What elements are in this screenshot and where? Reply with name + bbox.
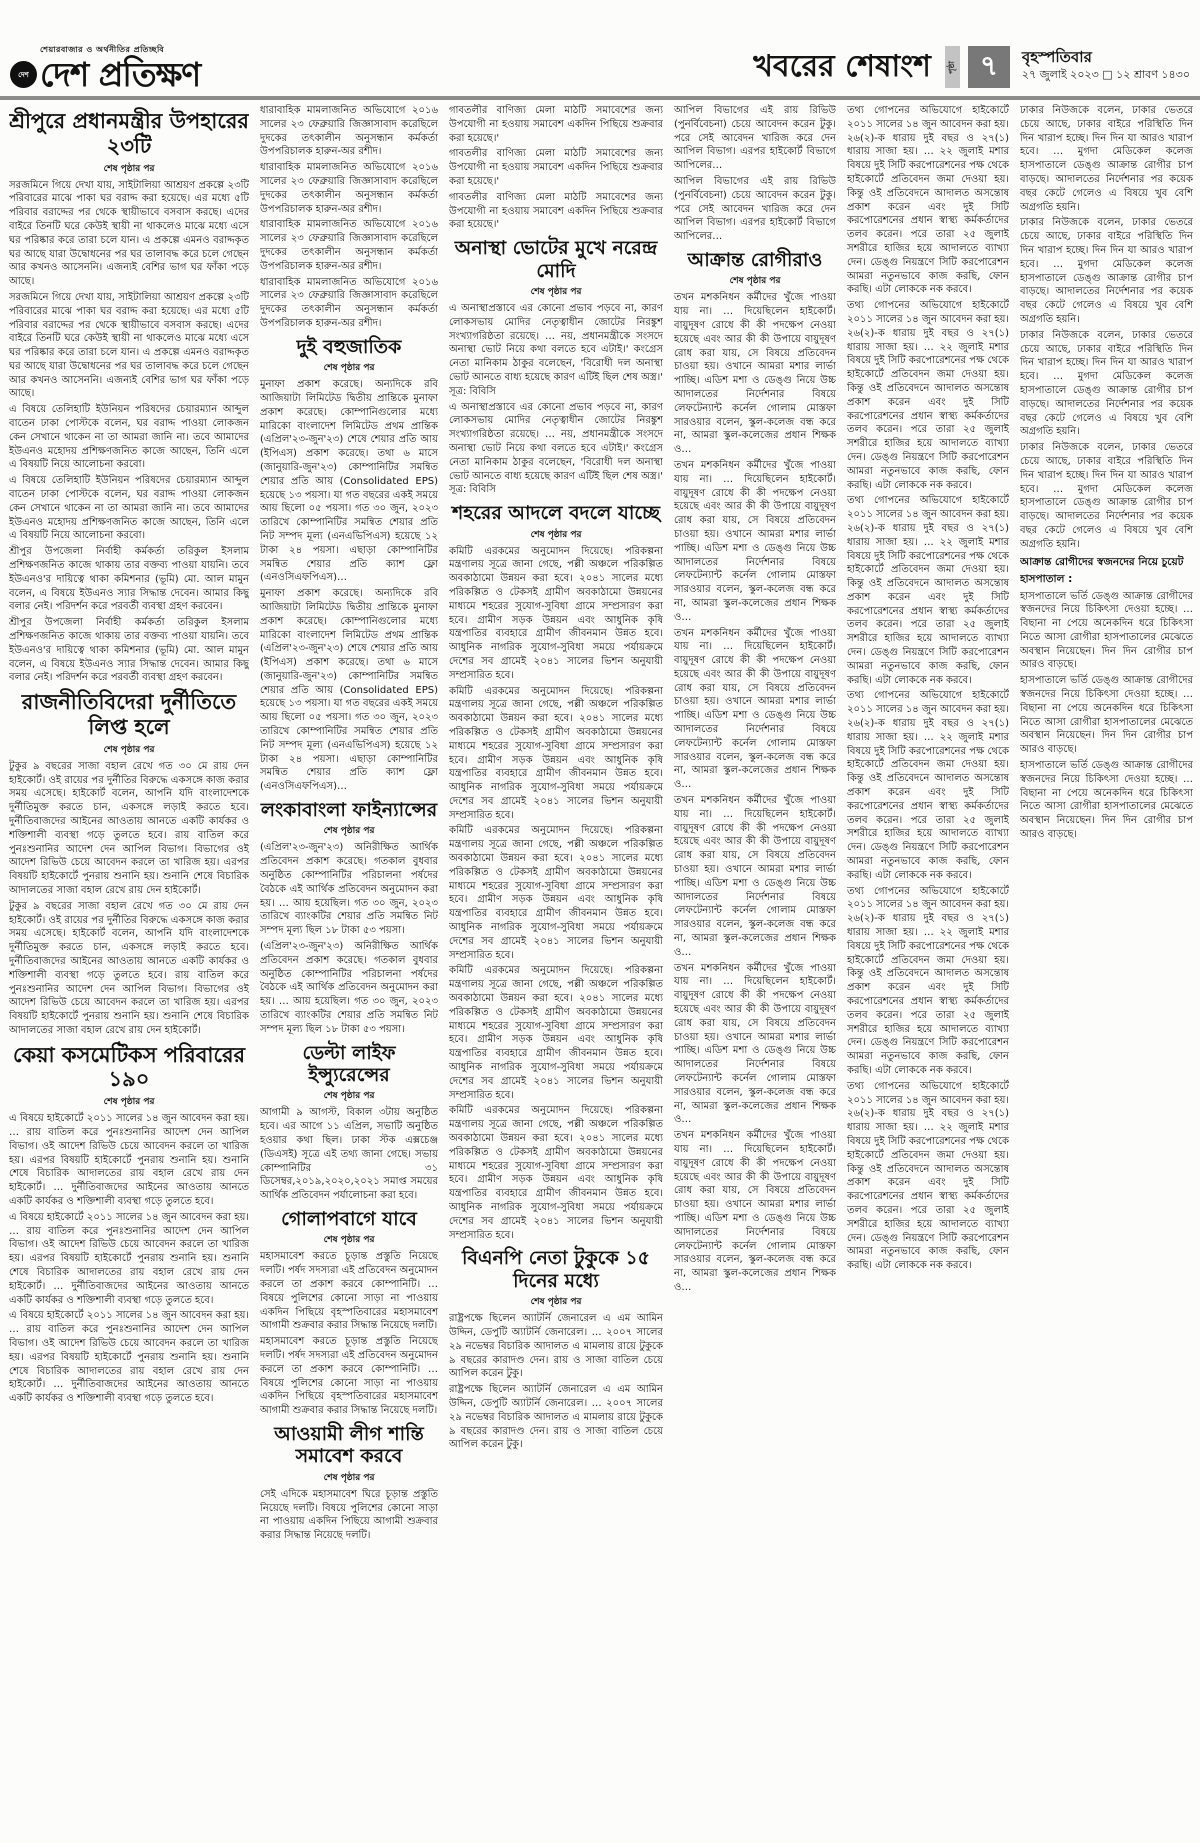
article-body: (এপ্রিল'২৩-জুন'২৩) অনিরীক্ষিত আর্থিক প্রতিবেদন প্রকাশ করেছে। গতকাল বুধবার অনুষ্ঠিত কোম্পানিটির পরিচালনা পর্ষদের বৈঠকে এই আর্থিক প্রতিবেদন অনুমোদন করা হয়। … আয় হয়েছিল। গত ৩০ জুন, ২০২৩ তারিখে ব্যাংকটির শেয়ার প্রতি সমন্বিত নিট সম্পদ মূল্য ছিল ১৮ টাকা ৫৩ পয়সা। bbox=[260, 941, 438, 1035]
article-body: হাসপাতালে ভর্তি ডেঙ্গু আক্রান্ত রোগীদের স্বজনদের নিয়ে চিকিৎসা দেওয়া হচ্ছে। … বিছানা না পেয়ে অনেকদিন ধরে চিকিৎসা নিতে আসা রোগীরা হাসপাতালের মেঝেতে অবস্থান নিয়েছেন। দিন দিন রোগীর চাপ আরও বাড়ছে। bbox=[1020, 675, 1193, 756]
article-headline: শ্রীপুরে প্রধানমন্ত্রীর উপহারের ২৩টি bbox=[9, 109, 249, 158]
date-block bbox=[1022, 49, 1190, 85]
continued-from-tag: শেষ পৃষ্ঠার পর bbox=[729, 276, 781, 287]
column-5 bbox=[847, 104, 1009, 1839]
article-body: গাবতলীর বাণিজ্য মেলা মাঠটি সমাবেশের জন্য উপযোগী না হওয়ায় সমাবেশ একদিন পিছিয়ে শুক্রবার করা হয়েছে।' bbox=[449, 191, 663, 231]
article-body: আপিল বিভাগের এই রায় রিভিউ (পুনর্বিবেচনা) চেয়ে আবেদন করেন টুকু। পরে সেই আবেদন খারিজ করে দেন আপিল বিভাগ। এরপর হাইকোর্ট বিভাগে আপিলের… bbox=[674, 175, 836, 243]
page-word-label: পৃষ্ঠা bbox=[946, 60, 956, 74]
article-headline: অনাস্থা ভোটের মুখে নরেন্দ্র মোদি bbox=[454, 237, 658, 282]
article-body: সরজমিনে গিয়ে দেখা যায়, সাইটালিয়া আশ্রয়ণ প্রকল্পে ২৩টি পরিবারের মাঝে পাকা ঘর বরাদ্দ করা হয়েছে। এর মধ্যে ৫টি পরিবার বরাদ্দের পর থেকে স্থায়ীভাবে বসবাস করছে। এদের বাইরে তিনটি ঘরে কেউই স্থায়ী না থাকলেও মাঝে মধ্যে এসে ঘর পরিষ্কার করে তারা চলে যান। এ প্রকল্পে এমনও বরাদ্দকৃত ঘর আছে যারা উদ্বোধনের পর ঘর তালাবদ্ধ করে চলে গেছেন আর কখনও আসেননি। এজন্যই বেশির ভাগ ঘর ফাঁকা পড়ে আছে। bbox=[9, 179, 249, 288]
article-body: গাবতলীর বাণিজ্য মেলা মাঠটি সমাবেশের জন্য উপযোগী না হওয়ায় সমাবেশ একদিন পিছিয়ে শুক্রবার করা হয়েছে।' bbox=[449, 148, 663, 187]
article-body: এ বিষয়ে হাইকোর্টে ২০১১ সালের ১৪ জুন আবেদন করা হয়। … রায় বাতিল করে পুনঃশুনানির আদেশ দেন আপিল বিভাগ। ওই আদেশ রিভিউ চেয়ে আবেদন করলে তা খারিজ হয়। এরপর বিষয়টি হাইকোর্টে পুনরায় শুনানি হয়। শুনানি শেষে বিচারিক আদালতের রায় বহাল রেখে রায় দেন হাইকোর্ট। … দুর্নীতিবাজদের আইনের আওতায় আনতে একটি কার্যকর ও শক্তিশালী ব্যবস্থা গড়ে তুলতে হবে। bbox=[9, 1211, 249, 1306]
article-body: আগামী ৯ আগস্ট, বিকাল ৩টায় অনুষ্ঠিত হবে। এর আগে ১১ এপ্রিল, সভাটি অনুষ্ঠিত হওয়ার কথা ছিল। ঢাকা স্টক এক্সচেঞ্জ (ডিএসই) সূত্রে এই তথ্য জানা গেছে। সভায় কোম্পানিটির ৩১ ডিসেম্বর,২০১৯,২০২০,২০২১ সমাপ্ত সময়ের আর্থিক প্রতিবেদন পর্যালোচনা করা হবে। bbox=[260, 1107, 438, 1202]
masthead-emblem-icon: দেশ bbox=[10, 61, 37, 88]
article-headline: রাজনীতিবিদেরা দুর্নীতিতে লিপ্ত হলে bbox=[21, 690, 237, 739]
article-body: কমিটি এরকমের অনুমোদন দিয়েছে। পরিকল্পনা মন্ত্রণালয় সূত্রে জানা গেছে, পল্লী অঞ্চলে পরিকল্পিত অবকাঠামো উন্নয়ন করা হবে। ২০৪১ সালের মধ্যে পরিকল্পিত ও টেকসই গ্রামীণ অবকাঠামো উন্নয়নের মাধ্যমে শহরের সুযোগ-সুবিধা গ্রামে সম্প্রসারণ করা হবে। গ্রামীণ সড়ক উন্নয়ন এবং আধুনিক কৃষি যন্ত্রপাতির ব্যবহারে গ্রামীণ জীবনমান উন্নত হবে। আধুনিক নাগরিক সুযোগ-সুবিধা সময়ে পর্যায়ক্রমে দেশের সব গ্রামেই ২০৪১ সালের ভিশন অনুযায়ী সম্প্রসারিত হবে। bbox=[449, 965, 663, 1101]
continued-from-tag: শেষ পৃষ্ঠার পর bbox=[323, 1472, 375, 1483]
continued-from-tag: শেষ পৃষ্ঠার পর bbox=[530, 286, 582, 297]
article-body: শ্রীপুর উপজেলা নির্বাহী কর্মকর্তা তরিকুল ইসলাম প্রশিক্ষণজনিত কাজে থাকায় তার বক্তব্য পাওয়া যায়নি। তবে ইউএনও'র দায়িত্বে থাকা কমিশনার (ভূমি) মো. আল মামুন বলেন, এ বিষয়ে ইউএনও স্যার সিদ্ধান্ত দেবেন। আমার কিছু বলার নেই। পরিদর্শন করে পরবর্তী ব্যবস্থা গ্রহণ করবেন। bbox=[9, 617, 249, 684]
article-body: তথ্য গোপনের অভিযোগে হাইকোর্টে ২০১১ সালের ১৪ জুন আবেদন করা হয়। ২৬(২)-ক ধারায় দুই বছর ও ২৭(১) ধারায় সাজা হয়। … ২২ জুলাই মশার বিষয়ে দুই সিটি করপোরেশনের পক্ষ থেকে হাইকোর্টে প্রতিবেদন জমা দেওয়া হয়। কিন্তু ওই প্রতিবেদনে আদালত অসন্তোষ প্রকাশ করেন এবং দুই সিটি করপোরেশনের প্রধান স্বাস্থ্য কর্মকর্তাদের তলব করেন। পরে তারা ২৫ জুলাই সশরীরে হাজির হয়ে আদালতে ব্যাখ্যা দেন। ডেঙ্গু নিয়ন্ত্রণে সিটি করপোরেশন আমরা নতুনভাবে কাজ করছি, ফোন করছি। এটা লোককে নক করবে। bbox=[847, 885, 1009, 1076]
logo-row bbox=[10, 55, 201, 94]
article-body: তথ্য গোপনের অভিযোগে হাইকোর্টে ২০১১ সালের ১৪ জুন আবেদন করা হয়। ২৬(২)-ক ধারায় দুই বছর ও ২৭(১) ধারায় সাজা হয়। … ২২ জুলাই মশার বিষয়ে দুই সিটি করপোরেশনের পক্ষ থেকে হাইকোর্টে প্রতিবেদন জমা দেওয়া হয়। কিন্তু ওই প্রতিবেদনে আদালত অসন্তোষ প্রকাশ করেন এবং দুই সিটি করপোরেশনের প্রধান স্বাস্থ্য কর্মকর্তাদের তলব করেন। পরে তারা ২৫ জুলাই সশরীরে হাজির হয়ে আদালতে ব্যাখ্যা দেন। ডেঙ্গু নিয়ন্ত্রণে সিটি করপোরেশন আমরা নতুনভাবে কাজ করছি, ফোন করছি। এটা লোককে নক করবে। bbox=[847, 105, 1009, 296]
newspaper-name: দেশ প্রতিক্ষণ bbox=[40, 55, 201, 94]
article-body: তখন মশকনিধন কর্মীদের খুঁজে পাওয়া যায় না। … দিয়েছিলেন হাইকোর্ট। বায়ুদূষণ রোধে কী কী পদক্ষেপ নেওয়া হয়েছে এবং আর কী কী উপায়ে বায়ুদূষণ রোধ করা যায়, সে বিষয়ে প্রতিবেদন চাওয়া হয়। ওখানে আমরা মশার লার্ভা পাচ্ছি। এডিশ মশা ও ডেঙ্গু নিয়ে উচ্চ আদালতের নির্দেশনার বিষয়ে লেফটেন্যান্ট কর্নেল গোলাম মোস্তফা সারওয়ার বলেন, স্কুল-কলেজ বন্ধ করে না, আমরা স্কুল-কলেজের প্রধান শিক্ষক ও… bbox=[674, 962, 836, 1126]
date-line: ২৭ জুলাই ২০২৩ □ ১২ শ্রাবণ ১৪৩০ bbox=[1021, 68, 1190, 82]
page-word-box bbox=[945, 46, 960, 88]
article-body: টুকুর ৯ বছরের সাজা বহাল রেখে গত ৩০ মে রায় দেন হাইকোর্ট। ওই রায়ের পর দুর্নীতির বিরুদ্ধে একসঙ্গে কাজ করার সময় এসেছে। হাইকোর্ট বলেন, আপনি যদি বাংলাদেশকে দুর্নীতিমুক্ত করতে চান, একসঙ্গে লড়াই করতে হবে। দুর্নীতিবাজদের আইনের আওতায় আনতে একটি কার্যকর ও শক্তিশালী ব্যবস্থা গড়ে তুলতে হবে। রায় বাতিল করে পুনঃশুনানির আদেশ দেন আপিল বিভাগ। বিভাগের ওই আদেশ রিভিউ চেয়ে আবেদন করলে তা খারিজ হয়। এরপর বিষয়টি হাইকোর্টে পুনরায় শুনানি হয়। শুনানি শেষে বিচারিক আদালতের সাজা বহাল রেখে রায় দেন হাইকোর্ট। bbox=[9, 900, 249, 1036]
article-body: গাবতলীর বাণিজ্য মেলা মাঠটি সমাবেশের জন্য উপযোগী না হওয়ায় সমাবেশ একদিন পিছিয়ে শুক্রবার করা হয়েছে।' bbox=[449, 105, 663, 144]
article-body: তথ্য গোপনের অভিযোগে হাইকোর্টে ২০১১ সালের ১৪ জুন আবেদন করা হয়। ২৬(২)-ক ধারায় দুই বছর ও ২৭(১) ধারায় সাজা হয়। … ২২ জুলাই মশার বিষয়ে দুই সিটি করপোরেশনের পক্ষ থেকে হাইকোর্টে প্রতিবেদন জমা দেওয়া হয়। কিন্তু ওই প্রতিবেদনে আদালত অসন্তোষ প্রকাশ করেন এবং দুই সিটি করপোরেশনের প্রধান স্বাস্থ্য কর্মকর্তাদের তলব করেন। পরে তারা ২৫ জুলাই সশরীরে হাজির হয়ে আদালতে ব্যাখ্যা দেন। ডেঙ্গু নিয়ন্ত্রণে সিটি করপোরেশন আমরা নতুনভাবে কাজ করছি, ফোন করছি। এটা লোককে নক করবে। bbox=[847, 495, 1009, 686]
column-2 bbox=[260, 104, 438, 1839]
article-body: টুকুর ৯ বছরের সাজা বহাল রেখে গত ৩০ মে রায় দেন হাইকোর্ট। ওই রায়ের পর দুর্নীতির বিরুদ্ধে একসঙ্গে কাজ করার সময় এসেছে। হাইকোর্ট বলেন, আপনি যদি বাংলাদেশকে দুর্নীতিমুক্ত করতে চান, একসঙ্গে লড়াই করতে হবে। দুর্নীতিবাজদের আইনের আওতায় আনতে একটি কার্যকর ও শক্তিশালী ব্যবস্থা গড়ে তুলতে হবে। রায় বাতিল করে পুনঃশুনানির আদেশ দেন আপিল বিভাগ। বিভাগের ওই আদেশ রিভিউ চেয়ে আবেদন করলে তা খারিজ হয়। এরপর বিষয়টি হাইকোর্টে পুনরায় শুনানি হয়। শুনানি শেষে বিচারিক আদালতের সাজা বহাল রেখে রায় দেন হাইকোর্ট। bbox=[9, 760, 249, 896]
article-body: ধারাবাহিক মামলাজনিত অভিযোগে ২০১৬ সালের ২৩ ফেব্রুয়ারি জিজ্ঞাসাবাদ করেছিলে দুদকের তৎকালীন অনুসন্ধান কর্মকর্তা উপপরিচালক হারুন-অর রশীদ। bbox=[260, 276, 438, 329]
masthead-right bbox=[753, 46, 1190, 88]
article-body: তখন মশকনিধন কর্মীদের খুঁজে পাওয়া যায় না। … দিয়েছিলেন হাইকোর্ট। বায়ুদূষণ রোধে কী কী পদক্ষেপ নেওয়া হয়েছে এবং আর কী কী উপায়ে বায়ুদূষণ রোধ করা যায়, সে বিষয়ে প্রতিবেদন চাওয়া হয়। ওখানে আমরা মশার লার্ভা পাচ্ছি। এডিশ মশা ও ডেঙ্গু নিয়ে উচ্চ আদালতের নির্দেশনার বিষয়ে লেফটেন্যান্ট কর্নেল গোলাম মোস্তফা সারওয়ার বলেন, স্কুল-কলেজ বন্ধ করে না, আমরা স্কুল-কলেজের প্রধান শিক্ষক ও… bbox=[674, 1130, 836, 1293]
continued-from-tag: শেষ পৃষ্ঠার পর bbox=[323, 363, 375, 374]
article-body: মহাসমাবেশ করতে চূড়ান্ত প্রস্তুতি নিয়েছে দলটি। পর্ষদ সদস্যরা এই প্রতিবেদন অনুমোদন করলে তা প্রকাশ করবে কোম্পানিটি। … বিষয়ে পুলিশের কোনো সাড়া না পাওয়ায় একদিন পিছিয়ে বৃহস্পতিবারের মহাসমাবেশ আগামী শুক্রবার করার সিদ্ধান্ত নিয়েছে দলটি। bbox=[260, 1336, 438, 1417]
column-3 bbox=[449, 104, 663, 1839]
article-headline: লংকাবাংলা ফাইন্যান্সের bbox=[260, 799, 438, 822]
column-6 bbox=[1020, 104, 1193, 1839]
page-number-badge: ৭ bbox=[968, 46, 1010, 88]
article-body: ঢাকার নিউজকে বলেন, ঢাকার ভেতরে চেয়ে আছে, ঢাকার বাইরে পরিস্থিতি দিন দিন খারাপ হচ্ছে। দিন দিন যা আরও খারাপ হবে। … মুগদা মেডিকেল কলেজ হাসপাতালে ডেঙ্গু আক্রান্ত রোগীর চাপ বাড়ছে। আদালতের নির্দেশনার পর কয়েক বছর কেটে গেলেও এ বিষয়ে খুব বেশি অগ্রগতি হয়নি। bbox=[1020, 442, 1193, 550]
masthead-left bbox=[10, 44, 201, 94]
continued-from-tag: শেষ পৃষ্ঠার পর bbox=[103, 163, 155, 174]
continued-from-tag: শেষ পৃষ্ঠার পর bbox=[103, 1097, 155, 1108]
article-body: মুনাফা প্রকাশ করেছে। অন্যদিকে রবি আজিয়াটা লিমিটেড দ্বিতীয় প্রান্তিকে মুনাফা প্রকাশ করেছে। কোম্পানিগুলোর মধ্যে মারিকো বাংলাদেশ লিমিটেড প্রথম প্রান্তিক (এপ্রিল'২৩-জুন'২৩) শেষে শেয়ার প্রতি আয় (ইপিএস) প্রকাশ করেছে। তথা ৬ মাসে (জানুয়ারি-জুন'২৩) কোম্পানিটির সমন্বিত শেয়ার প্রতি আয় (Consolidated EPS) হয়েছে ১৩ পয়সা। যা গত বছরের একই সময়ে আয় ছিলো ০৫ পয়সা। গত ৩০ জুন, ২০২৩ তারিখে কোম্পানিটির সমন্বিত শেয়ার প্রতি নিট সম্পদ মূল্য (এনএভিপিএস) হয়েছে ১২ টাকা ২৪ পয়সা। এছাড়া কোম্পানিটির সমন্বিত শেয়ার প্রতি ক্যাশ ফ্লো (এনওসিএফপিএস)… bbox=[260, 588, 438, 793]
article-body: এ অনাস্থাপ্রস্তাবে এর কোনো প্রভাব পড়বে না, কারণ লোকসভায় মোদির নেতৃত্বাধীন জোটের নিরঙ্কুশ সংখ্যাগরিষ্ঠতা রয়েছে। … নয়, প্রধানমন্ত্রীকে সংসদে অনাস্থা ভোট নিয়ে কথা বলতে হবে এটাই।' কংগ্রেস নেতা মানিকাম ঠাকুর বলেছেন, 'বিরোধী দল অনাস্থা ভোট আনতে বাধ্য হয়েছে কারণ এটিই ছিল শেষ অস্ত্র।' সূত্র: বিবিসি bbox=[449, 401, 663, 496]
article-body: ঢাকার নিউজকে বলেন, ঢাকার ভেতরে চেয়ে আছে, ঢাকার বাইরে পরিস্থিতি দিন দিন খারাপ হচ্ছে। দিন দিন যা আরও খারাপ হবে। … মুগদা মেডিকেল কলেজ হাসপাতালে ডেঙ্গু আক্রান্ত রোগীর চাপ বাড়ছে। আদালতের নির্দেশনার পর কয়েক বছর কেটে গেলেও এ বিষয়ে খুব বেশি অগ্রগতি হয়নি। bbox=[1020, 217, 1193, 325]
section-title: খবরের শেষাংশ bbox=[753, 49, 931, 84]
article-body: রাষ্ট্রপক্ষে ছিলেন অ্যাটর্নি জেনারেল এ এম আমিন উদ্দিন, ডেপুটি অ্যাটর্নি জেনারেল। … ২০০৭ সালের ২৯ নভেম্বর বিচারিক আদালত এ মামলায় রায়ে টুকুকে ৯ বছরের কারাদণ্ড দেন। রায় ও সাজা বাতিল চেয়ে আপিল করেন টুকু। bbox=[449, 1313, 663, 1380]
columns bbox=[9, 104, 1191, 1839]
continued-from-tag: শেষ পৃষ্ঠার পর bbox=[103, 744, 155, 755]
column-4 bbox=[674, 104, 836, 1839]
article-body: এ বিষয়ে হাইকোর্টে ২০১১ সালের ১৪ জুন আবেদন করা হয়। … রায় বাতিল করে পুনঃশুনানির আদেশ দেন আপিল বিভাগ। ওই আদেশ রিভিউ চেয়ে আবেদন করলে তা খারিজ হয়। এরপর বিষয়টি হাইকোর্টে পুনরায় শুনানি হয়। শুনানি শেষে বিচারিক আদালতের রায় বহাল রেখে রায় দেন হাইকোর্ট। … দুর্নীতিবাজদের আইনের আওতায় আনতে একটি কার্যকর ও শক্তিশালী ব্যবস্থা গড়ে তুলতে হবে। bbox=[9, 1310, 249, 1405]
article-subhead: আক্রান্ত রোগীদের স্বজনদের নিয়ে চুয়েট হাসপাতাল : bbox=[1020, 555, 1184, 585]
article-body: (এপ্রিল'২৩-জুন'২৩) অনিরীক্ষিত আর্থিক প্রতিবেদন প্রকাশ করেছে। গতকাল বুধবার অনুষ্ঠিত কোম্পানিটির পরিচালনা পর্ষদের বৈঠকে এই আর্থিক প্রতিবেদন অনুমোদন করা হয়। … আয় হয়েছিল। গত ৩০ জুন, ২০২৩ তারিখে ব্যাংকটির শেয়ার প্রতি সমন্বিত নিট সম্পদ মূল্য ছিল ১৮ টাকা ৫৩ পয়সা। bbox=[260, 842, 438, 937]
article-body: কমিটি এরকমের অনুমোদন দিয়েছে। পরিকল্পনা মন্ত্রণালয় সূত্রে জানা গেছে, পল্লী অঞ্চলে পরিকল্পিত অবকাঠামো উন্নয়ন করা হবে। ২০৪১ সালের মধ্যে পরিকল্পিত ও টেকসই গ্রামীণ অবকাঠামো উন্নয়নের মাধ্যমে শহরের সুযোগ-সুবিধা গ্রামে সম্প্রসারণ করা হবে। গ্রামীণ সড়ক উন্নয়ন এবং আধুনিক কৃষি যন্ত্রপাতির ব্যবহারে গ্রামীণ জীবনমান উন্নত হবে। আধুনিক নাগরিক সুযোগ-সুবিধা সময়ে পর্যায়ক্রমে দেশের সব গ্রামেই ২০৪১ সালের ভিশন অনুযায়ী সম্প্রসারিত হবে। bbox=[449, 1105, 663, 1241]
article-body: এ বিষয়ে তেলিহাটি ইউনিয়ন পরিষদের চেয়ারম্যান আব্দুল বাতেন ঢাকা পোস্টকে বলেন, ঘর বরাদ্দ পাওয়া লোকজন কেন সেখানে থাকেন না তা আমরা জানি না। তবে আমাদের ইউএনও মহোদয় প্রশিক্ষণজনিত কাজে আছেন, তিনি এলে এ বিষয়টি নিয়ে আলোচনা করবো। bbox=[9, 475, 249, 542]
article-body: মহাসমাবেশ করতে চূড়ান্ত প্রস্তুতি নিয়েছে দলটি। পর্ষদ সদস্যরা এই প্রতিবেদন অনুমোদন করলে তা প্রকাশ করবে কোম্পানিটি। … বিষয়ে পুলিশের কোনো সাড়া না পাওয়ায় একদিন পিছিয়ে বৃহস্পতিবারের মহাসমাবেশ আগামী শুক্রবার করার সিদ্ধান্ত নিয়েছে দলটি। bbox=[260, 1251, 438, 1332]
article-body: এ বিষয়ে তেলিহাটি ইউনিয়ন পরিষদের চেয়ারম্যান আব্দুল বাতেন ঢাকা পোস্টকে বলেন, ঘর বরাদ্দ পাওয়া লোকজন কেন সেখানে থাকেন না তা আমরা জানি না। তবে আমাদের ইউএনও মহোদয় প্রশিক্ষণজনিত কাজে আছেন, তিনি এলে এ বিষয়টি নিয়ে আলোচনা করবো। bbox=[9, 404, 249, 471]
article-body: ধারাবাহিক মামলাজনিত অভিযোগে ২০১৬ সালের ২৩ ফেব্রুয়ারি জিজ্ঞাসাবাদ করেছিলে দুদকের তৎকালীন অনুসন্ধান কর্মকর্তা উপপরিচালক হারুন-অর রশীদ। bbox=[260, 219, 438, 272]
article-body: হাসপাতালে ভর্তি ডেঙ্গু আক্রান্ত রোগীদের স্বজনদের নিয়ে চিকিৎসা দেওয়া হচ্ছে। … বিছানা না পেয়ে অনেকদিন ধরে চিকিৎসা নিতে আসা রোগীরা হাসপাতালের মেঝেতে অবস্থান নিয়েছেন। দিন দিন রোগীর চাপ আরও বাড়ছে। bbox=[1020, 590, 1193, 671]
article-body: তখন মশকনিধন কর্মীদের খুঁজে পাওয়া যায় না। … দিয়েছিলেন হাইকোর্ট। বায়ুদূষণ রোধে কী কী পদক্ষেপ নেওয়া হয়েছে এবং আর কী কী উপায়ে বায়ুদূষণ রোধ করা যায়, সে বিষয়ে প্রতিবেদন চাওয়া হয়। ওখানে আমরা মশার লার্ভা পাচ্ছি। এডিশ মশা ও ডেঙ্গু নিয়ে উচ্চ আদালতের নির্দেশনার বিষয়ে লেফটেন্যান্ট কর্নেল গোলাম মোস্তফা সারওয়ার বলেন, স্কুল-কলেজ বন্ধ করে না, আমরা স্কুল-কলেজের প্রধান শিক্ষক ও… bbox=[674, 292, 836, 456]
article-headline: গোলাপবাগে যাবে bbox=[281, 1208, 417, 1231]
article-body: মুনাফা প্রকাশ করেছে। অন্যদিকে রবি আজিয়াটা লিমিটেড দ্বিতীয় প্রান্তিকে মুনাফা প্রকাশ করেছে। কোম্পানিগুলোর মধ্যে মারিকো বাংলাদেশ লিমিটেড প্রথম প্রান্তিক (এপ্রিল'২৩-জুন'২৩) শেষে শেয়ার প্রতি আয় (ইপিএস) প্রকাশ করেছে। তথা ৬ মাসে (জানুয়ারি-জুন'২৩) কোম্পানিটির সমন্বিত শেয়ার প্রতি আয় (Consolidated EPS) হয়েছে ১৩ পয়সা। যা গত বছরের একই সময়ে আয় ছিলো ০৫ পয়সা। গত ৩০ জুন, ২০২৩ তারিখে কোম্পানিটির সমন্বিত শেয়ার প্রতি নিট সম্পদ মূল্য (এনএভিপিএস) হয়েছে ১২ টাকা ২৪ পয়সা। এছাড়া কোম্পানিটির সমন্বিত শেয়ার প্রতি ক্যাশ ফ্লো (এনওসিএফপিএস)… bbox=[260, 379, 438, 584]
article-body: এ বিষয়ে হাইকোর্টে ২০১১ সালের ১৪ জুন আবেদন করা হয়। … রায় বাতিল করে পুনঃশুনানির আদেশ দেন আপিল বিভাগ। ওই আদেশ রিভিউ চেয়ে আবেদন করলে তা খারিজ হয়। এরপর বিষয়টি হাইকোর্টে পুনরায় শুনানি হয়। শুনানি শেষে বিচারিক আদালতের রায় বহাল রেখে রায় দেন হাইকোর্ট। … দুর্নীতিবাজদের আইনের আওতায় আনতে একটি কার্যকর ও শক্তিশালী ব্যবস্থা গড়ে তুলতে হবে। bbox=[9, 1113, 249, 1207]
article-headline: ডেল্টা লাইফ ইন্স্যুরেন্সের bbox=[302, 1041, 396, 1087]
column-1 bbox=[9, 104, 249, 1839]
article-body: ধারাবাহিক মামলাজনিত অভিযোগে ২০১৬ সালের ২৩ ফেব্রুয়ারি জিজ্ঞাসাবাদ করেছিলে দুদকের তৎকালীন অনুসন্ধান কর্মকর্তা উপপরিচালক হারুন-অর রশীদ। bbox=[260, 162, 438, 215]
continued-from-tag: শেষ পৃষ্ঠার পর bbox=[323, 1235, 375, 1246]
masthead-rule bbox=[0, 96, 1200, 100]
article-body: হাসপাতালে ভর্তি ডেঙ্গু আক্রান্ত রোগীদের স্বজনদের নিয়ে চিকিৎসা দেওয়া হচ্ছে। … বিছানা না পেয়ে অনেকদিন ধরে চিকিৎসা নিতে আসা রোগীরা হাসপাতালের মেঝেতে অবস্থান নিয়েছেন। দিন দিন রোগীর চাপ আরও বাড়ছে। bbox=[1020, 760, 1193, 841]
article-headline: কেয়া কসমেটিকস পরিবারের ১৯০ bbox=[12, 1042, 246, 1092]
article-body: রাষ্ট্রপক্ষে ছিলেন অ্যাটর্নি জেনারেল এ এম আমিন উদ্দিন, ডেপুটি অ্যাটর্নি জেনারেল। … ২০০৭ সালের ২৯ নভেম্বর বিচারিক আদালত এ মামলায় রায়ে টুকুকে ৯ বছরের কারাদণ্ড দেন। রায় ও সাজা বাতিল চেয়ে আপিল করেন টুকু। bbox=[449, 1384, 663, 1451]
article-headline: আওয়ামী লীগ শান্তি সমাবেশ করবে bbox=[274, 1422, 424, 1468]
article-body: আপিল বিভাগের এই রায় রিভিউ (পুনর্বিবেচনা) চেয়ে আবেদন করেন টুকু। পরে সেই আবেদন খারিজ করে দেন আপিল বিভাগ। এরপর হাইকোর্ট বিভাগে আপিলের… bbox=[674, 105, 836, 172]
article-body: তথ্য গোপনের অভিযোগে হাইকোর্টে ২০১১ সালের ১৪ জুন আবেদন করা হয়। ২৬(২)-ক ধারায় দুই বছর ও ২৭(১) ধারায় সাজা হয়। … ২২ জুলাই মশার বিষয়ে দুই সিটি করপোরেশনের পক্ষ থেকে হাইকোর্টে প্রতিবেদন জমা দেওয়া হয়। কিন্তু ওই প্রতিবেদনে আদালত অসন্তোষ প্রকাশ করেন এবং দুই সিটি করপোরেশনের প্রধান স্বাস্থ্য কর্মকর্তাদের তলব করেন। পরে তারা ২৫ জুলাই সশরীরে হাজির হয়ে আদালতে ব্যাখ্যা দেন। ডেঙ্গু নিয়ন্ত্রণে সিটি করপোরেশন আমরা নতুনভাবে কাজ করছি, ফোন করছি। এটা লোককে নক করবে। bbox=[847, 690, 1009, 881]
article-body: তথ্য গোপনের অভিযোগে হাইকোর্টে ২০১১ সালের ১৪ জুন আবেদন করা হয়। ২৬(২)-ক ধারায় দুই বছর ও ২৭(১) ধারায় সাজা হয়। … ২২ জুলাই মশার বিষয়ে দুই সিটি করপোরেশনের পক্ষ থেকে হাইকোর্টে প্রতিবেদন জমা দেওয়া হয়। কিন্তু ওই প্রতিবেদনে আদালত অসন্তোষ প্রকাশ করেন এবং দুই সিটি করপোরেশনের প্রধান স্বাস্থ্য কর্মকর্তাদের তলব করেন। পরে তারা ২৫ জুলাই সশরীরে হাজির হয়ে আদালতে ব্যাখ্যা দেন। ডেঙ্গু নিয়ন্ত্রণে সিটি করপোরেশন আমরা নতুনভাবে কাজ করছি, ফোন করছি। এটা লোককে নক করবে। bbox=[847, 1080, 1009, 1272]
continued-from-tag: শেষ পৃষ্ঠার পর bbox=[530, 1297, 582, 1308]
article-headline: শহরের আদলে বদলে যাচ্ছে bbox=[452, 502, 660, 525]
masthead bbox=[0, 44, 1200, 94]
article-body: সরজমিনে গিয়ে দেখা যায়, সাইটালিয়া আশ্রয়ণ প্রকল্পে ২৩টি পরিবারের মাঝে পাকা ঘর বরাদ্দ করা হয়েছে। এর মধ্যে ৫টি পরিবার বরাদ্দের পর থেকে স্থায়ীভাবে বসবাস করছে। এদের বাইরে তিনটি ঘরে কেউই স্থায়ী না থাকলেও মাঝে মধ্যে এসে ঘর পরিষ্কার করে তারা চলে যান। এ প্রকল্পে এমনও বরাদ্দকৃত ঘর আছে যারা উদ্বোধনের পর ঘর তালাবদ্ধ করে চলে গেছেন আর কখনও আসেননি। এজন্যই বেশির ভাগ ঘর ফাঁকা পড়ে আছে। bbox=[9, 291, 249, 400]
article-body: ঢাকার নিউজকে বলেন, ঢাকার ভেতরে চেয়ে আছে, ঢাকার বাইরে পরিস্থিতি দিন দিন খারাপ হচ্ছে। দিন দিন যা আরও খারাপ হবে। … মুগদা মেডিকেল কলেজ হাসপাতালে ডেঙ্গু আক্রান্ত রোগীর চাপ বাড়ছে। আদালতের নির্দেশনার পর কয়েক বছর কেটে গেলেও এ বিষয়ে খুব বেশি অগ্রগতি হয়নি। bbox=[1020, 329, 1193, 438]
continued-from-tag: শেষ পৃষ্ঠার পর bbox=[323, 826, 375, 837]
article-body: ধারাবাহিক মামলাজনিত অভিযোগে ২০১৬ সালের ২৩ ফেব্রুয়ারি জিজ্ঞাসাবাদ করেছিলে দুদকের তৎকালীন অনুসন্ধান কর্মকর্তা উপপরিচালক হারুন-অর রশীদ। bbox=[260, 105, 438, 158]
article-body: এ অনাস্থাপ্রস্তাবে এর কোনো প্রভাব পড়বে না, কারণ লোকসভায় মোদির নেতৃত্বাধীন জোটের নিরঙ্কুশ সংখ্যাগরিষ্ঠতা রয়েছে। … নয়, প্রধানমন্ত্রীকে সংসদে অনাস্থা ভোট নিয়ে কথা বলতে হবে এটাই।' কংগ্রেস নেতা মানিকাম ঠাকুর বলেছেন, 'বিরোধী দল অনাস্থা ভোট আনতে বাধ্য হয়েছে কারণ এটিই ছিল শেষ অস্ত্র।' সূত্র: বিবিসি bbox=[449, 302, 663, 397]
article-body: তখন মশকনিধন কর্মীদের খুঁজে পাওয়া যায় না। … দিয়েছিলেন হাইকোর্ট। বায়ুদূষণ রোধে কী কী পদক্ষেপ নেওয়া হয়েছে এবং আর কী কী উপায়ে বায়ুদূষণ রোধ করা যায়, সে বিষয়ে প্রতিবেদন চাওয়া হয়। ওখানে আমরা মশার লার্ভা পাচ্ছি। এডিশ মশা ও ডেঙ্গু নিয়ে উচ্চ আদালতের নির্দেশনার বিষয়ে লেফটেন্যান্ট কর্নেল গোলাম মোস্তফা সারওয়ার বলেন, স্কুল-কলেজ বন্ধ করে না, আমরা স্কুল-কলেজের প্রধান শিক্ষক ও… bbox=[674, 795, 836, 958]
article-headline: বিএনপি নেতা টুকুকে ১৫ দিনের মধ্যে bbox=[461, 1247, 651, 1292]
article-body: কমিটি এরকমের অনুমোদন দিয়েছে। পরিকল্পনা মন্ত্রণালয় সূত্রে জানা গেছে, পল্লী অঞ্চলে পরিকল্পিত অবকাঠামো উন্নয়ন করা হবে। ২০৪১ সালের মধ্যে পরিকল্পিত ও টেকসই গ্রামীণ অবকাঠামো উন্নয়নের মাধ্যমে শহরের সুযোগ-সুবিধা গ্রামে সম্প্রসারণ করা হবে। গ্রামীণ সড়ক উন্নয়ন এবং আধুনিক কৃষি যন্ত্রপাতির ব্যবহারে গ্রামীণ জীবনমান উন্নত হবে। আধুনিক নাগরিক সুযোগ-সুবিধা সময়ে পর্যায়ক্রমে দেশের সব গ্রামেই ২০৪১ সালের ভিশন অনুযায়ী সম্প্রসারিত হবে। bbox=[449, 685, 663, 821]
article-headline: দুই বহুজাতিক bbox=[296, 335, 402, 358]
continued-from-tag: শেষ পৃষ্ঠার পর bbox=[530, 529, 582, 540]
continued-from-tag: শেষ পৃষ্ঠার পর bbox=[323, 1091, 375, 1102]
article-body: কমিটি এরকমের অনুমোদন দিয়েছে। পরিকল্পনা মন্ত্রণালয় সূত্রে জানা গেছে, পল্লী অঞ্চলে পরিকল্পিত অবকাঠামো উন্নয়ন করা হবে। ২০৪১ সালের মধ্যে পরিকল্পিত ও টেকসই গ্রামীণ অবকাঠামো উন্নয়নের মাধ্যমে শহরের সুযোগ-সুবিধা গ্রামে সম্প্রসারণ করা হবে। গ্রামীণ সড়ক উন্নয়ন এবং আধুনিক কৃষি যন্ত্রপাতির ব্যবহারে গ্রামীণ জীবনমান উন্নত হবে। আধুনিক নাগরিক সুযোগ-সুবিধা সময়ে পর্যায়ক্রমে দেশের সব গ্রামেই ২০৪১ সালের ভিশন অনুযায়ী সম্প্রসারিত হবে। bbox=[449, 825, 663, 961]
weekday-label: বৃহস্পতিবার bbox=[1021, 47, 1092, 66]
article-body: কমিটি এরকমের অনুমোদন দিয়েছে। পরিকল্পনা মন্ত্রণালয় সূত্রে জানা গেছে, পল্লী অঞ্চলে পরিকল্পিত অবকাঠামো উন্নয়ন করা হবে। ২০৪১ সালের মধ্যে পরিকল্পিত ও টেকসই গ্রামীণ অবকাঠামো উন্নয়নের মাধ্যমে শহরের সুযোগ-সুবিধা গ্রামে সম্প্রসারণ করা হবে। গ্রামীণ সড়ক উন্নয়ন এবং আধুনিক কৃষি যন্ত্রপাতির ব্যবহারে গ্রামীণ জীবনমান উন্নত হবে। আধুনিক নাগরিক সুযোগ-সুবিধা সময়ে পর্যায়ক্রমে দেশের সব গ্রামেই ২০৪১ সালের ভিশন অনুযায়ী সম্প্রসারিত হবে। bbox=[449, 545, 663, 681]
article-body: সেই এদিকে মহাসমাবেশ ঘিরে চূড়ান্ত প্রস্তুতি নিয়েছে দলটি। বিষয়ে পুলিশের কোনো সাড়া না পাওয়ায় একদিন পিছিয়ে আগামী শুক্রবার করার সিদ্ধান্ত নিয়েছে দলটি। bbox=[260, 1488, 438, 1542]
masthead-tagline: শেয়ারবাজার ও অর্থনীতির প্রতিচ্ছবি bbox=[40, 45, 165, 54]
article-body: তখন মশকনিধন কর্মীদের খুঁজে পাওয়া যায় না। … দিয়েছিলেন হাইকোর্ট। বায়ুদূষণ রোধে কী কী পদক্ষেপ নেওয়া হয়েছে এবং আর কী কী উপায়ে বায়ুদূষণ রোধ করা যায়, সে বিষয়ে প্রতিবেদন চাওয়া হয়। ওখানে আমরা মশার লার্ভা পাচ্ছি। এডিশ মশা ও ডেঙ্গু নিয়ে উচ্চ আদালতের নির্দেশনার বিষয়ে লেফটেন্যান্ট কর্নেল গোলাম মোস্তফা সারওয়ার বলেন, স্কুল-কলেজ বন্ধ করে না, আমরা স্কুল-কলেজের প্রধান শিক্ষক ও… bbox=[674, 459, 836, 623]
article-body: শ্রীপুর উপজেলা নির্বাহী কর্মকর্তা তরিকুল ইসলাম প্রশিক্ষণজনিত কাজে থাকায় তার বক্তব্য পাওয়া যায়নি। তবে ইউএনও'র দায়িত্বে থাকা কমিশনার (ভূমি) মো. আল মামুন বলেন, এ বিষয়ে ইউএনও স্যার সিদ্ধান্ত দেবেন। আমার কিছু বলার নেই। পরিদর্শন করে পরবর্তী ব্যবস্থা গ্রহণ করবেন। bbox=[9, 546, 249, 613]
article-body: তথ্য গোপনের অভিযোগে হাইকোর্টে ২০১১ সালের ১৪ জুন আবেদন করা হয়। ২৬(২)-ক ধারায় দুই বছর ও ২৭(১) ধারায় সাজা হয়। … ২২ জুলাই মশার বিষয়ে দুই সিটি করপোরেশনের পক্ষ থেকে হাইকোর্টে প্রতিবেদন জমা দেওয়া হয়। কিন্তু ওই প্রতিবেদনে আদালত অসন্তোষ প্রকাশ করেন এবং দুই সিটি করপোরেশনের প্রধান স্বাস্থ্য কর্মকর্তাদের তলব করেন। পরে তারা ২৫ জুলাই সশরীরে হাজির হয়ে আদালতে ব্যাখ্যা দেন। ডেঙ্গু নিয়ন্ত্রণে সিটি করপোরেশন আমরা নতুনভাবে কাজ করছি, ফোন করছি। এটা লোককে নক করবে। bbox=[847, 300, 1009, 491]
article-headline: আক্রান্ত রোগীরাও bbox=[687, 248, 823, 271]
article-body: ঢাকার নিউজকে বলেন, ঢাকার ভেতরে চেয়ে আছে, ঢাকার বাইরে পরিস্থিতি দিন দিন খারাপ হচ্ছে। দিন দিন যা আরও খারাপ হবে। … মুগদা মেডিকেল কলেজ হাসপাতালে ডেঙ্গু আক্রান্ত রোগীর চাপ বাড়ছে। আদালতের নির্দেশনার পর কয়েক বছর কেটে গেলেও এ বিষয়ে খুব বেশি অগ্রগতি হয়নি। bbox=[1020, 105, 1193, 213]
article-body: তখন মশকনিধন কর্মীদের খুঁজে পাওয়া যায় না। … দিয়েছিলেন হাইকোর্ট। বায়ুদূষণ রোধে কী কী পদক্ষেপ নেওয়া হয়েছে এবং আর কী কী উপায়ে বায়ুদূষণ রোধ করা যায়, সে বিষয়ে প্রতিবেদন চাওয়া হয়। ওখানে আমরা মশার লার্ভা পাচ্ছি। এডিশ মশা ও ডেঙ্গু নিয়ে উচ্চ আদালতের নির্দেশনার বিষয়ে লেফটেন্যান্ট কর্নেল গোলাম মোস্তফা সারওয়ার বলেন, স্কুল-কলেজ বন্ধ করে না, আমরা স্কুল-কলেজের প্রধান শিক্ষক ও… bbox=[674, 627, 836, 791]
